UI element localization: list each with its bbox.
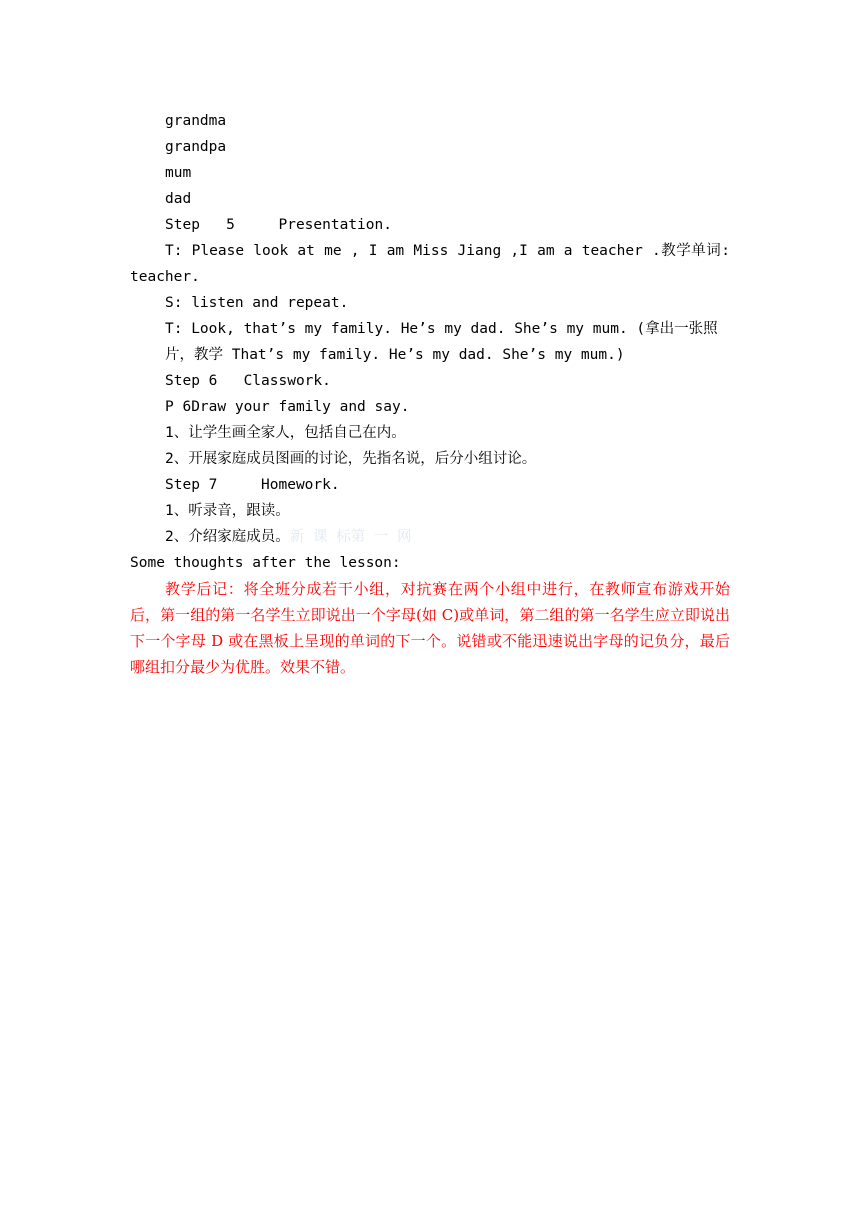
homework-item-2-text: 2、介绍家庭成员。 [165, 529, 290, 545]
homework-item-2 [130, 524, 730, 550]
teacher-family-text: T: Look, that’s my family. He’s my dad. She’s my mum. (拿出一张照 [165, 321, 718, 337]
teacher-family-continued: 片，教学 That’s my family. He’s my dad. She’s my mum.) [165, 347, 625, 363]
lesson-content [130, 108, 730, 680]
vocab-dad: dad [165, 191, 192, 207]
watermark-text: 新 课 标第 一 网 [289, 529, 412, 545]
classwork-item-1: 1、让学生画全家人，包括自己在内。 [165, 425, 406, 441]
teaching-notes: 教学后记：将全班分成若干小组，对抗赛在两个小组中进行，在教师宣布游戏开始后，第一组的第一名学生立即说出一个字母(如 C)或单词，第二组的第一名学生应立即说出下一个字母 D 或在黑板上呈现的单词的下一个。说错或不能迅速说出字母的记负分，最后哪组扣分最少为优胜。效果不错。 [130, 580, 730, 676]
step6-title: Step 6 Classwork. [165, 373, 331, 389]
teacher-intro-line [130, 238, 730, 290]
step7-title: Step 7 Homework. [165, 477, 340, 493]
homework-item-1: 1、听录音，跟读。 [165, 503, 290, 519]
classwork-item-2: 2、开展家庭成员图画的讨论，先指名说，后分小组讨论。 [165, 451, 537, 467]
thoughts-heading: Some thoughts after the lesson: [130, 555, 401, 571]
vocab-grandma: grandma [165, 113, 227, 129]
teacher-intro-text: T: Please look at me , I am Miss Jiang ,I am a teacher .教学单词: teacher. [130, 243, 730, 285]
vocab-mum: mum [165, 165, 192, 181]
vocab-grandpa: grandpa [165, 139, 227, 155]
teacher-family-line [130, 316, 730, 342]
p6-instruction: P 6Draw your family and say. [165, 399, 410, 415]
step5-title: Step 5 Presentation. [165, 217, 392, 233]
student-listen-line: S: listen and repeat. [165, 295, 349, 311]
